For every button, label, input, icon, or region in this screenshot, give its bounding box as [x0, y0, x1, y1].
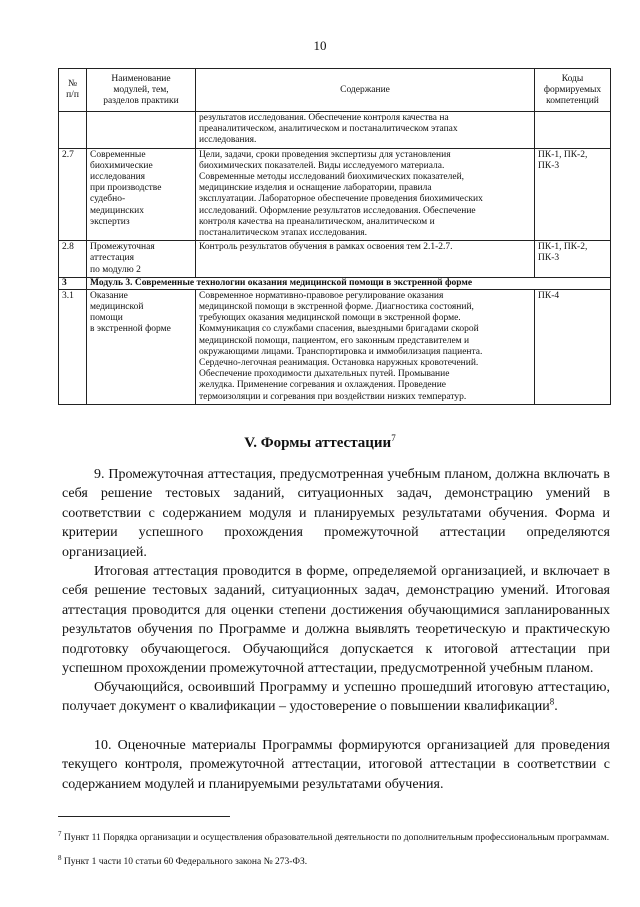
text-line: термоизоляции и согревания при воздействии низких температур.: [199, 391, 467, 402]
page-number: 10: [313, 38, 327, 53]
paragraph: 9. Промежуточная аттестация, предусмотренная учебным планом, должна включать в себя решение тестовых заданий, ситуационных задач, демонстрацию умений в соответствии с содержанием модуля и планируемых результатами обучения. Форма и критерии успешного прохождения промежуточной аттестации определяются организацией.: [62, 467, 610, 560]
text-line: желудка. Применение согревания и охлаждения. Проведение: [199, 380, 447, 391]
text-line: Современное нормативно-правовое регулирование оказания: [199, 290, 444, 301]
row-content: [196, 148, 535, 241]
text-line: аттестация: [90, 253, 134, 264]
footnote-ref: 8: [549, 696, 555, 707]
header-codes: [535, 69, 611, 112]
text-line: по модулю 2: [90, 264, 141, 275]
text-line: исследований. Оформление результатов исследования. Обеспечение: [199, 205, 476, 216]
row-content: [196, 289, 535, 404]
table-row: [59, 289, 611, 404]
text-line: окружающими лицами. Транспортировка и иммобилизация пациента.: [199, 346, 483, 357]
table-row: [59, 112, 611, 149]
text-line: медицинской помощи, пациентом, его законным представителем и: [199, 335, 470, 346]
text-line: Сердечно-легочная реанимация. Остановка наружных кровотечений.: [199, 358, 479, 369]
text-line: экспертиз: [90, 216, 130, 227]
text-line: контроля качества на преаналитическом, аналитическом и: [199, 216, 435, 227]
text-line: биохимических показателей. Виды исследуемого материала.: [199, 160, 445, 171]
row-num: 2.7: [59, 148, 87, 241]
text-line: Современные методы исследований биохимических показателей,: [199, 172, 465, 183]
row-content: [196, 112, 535, 149]
footnote: $^8$ Пункт 1 части 10 статьи 60 Федерального закона № 273-ФЗ.: [58, 854, 308, 868]
section-heading: V. Формы аттестации$^7$: [244, 433, 396, 451]
text-line: в экстренной форме: [90, 324, 171, 335]
text-line: постаналитическом этапах исследования.: [199, 228, 368, 239]
paragraph: Обучающийся, освоивший Программу и успешно прошедший итоговую аттестацию, получает документ о квалификации – удостоверение о повышении квалификации$^8$.: [62, 680, 610, 715]
text-line: формируемых: [543, 84, 602, 95]
text-line: исследования.: [199, 135, 257, 146]
text-line: Коммуникация со службами спасения, выездными бригадами скорой: [199, 324, 479, 335]
text-line: Оказание: [90, 290, 128, 301]
paragraph: Итоговая аттестация проводится в форме, определяемой организацией, и включает в себя решение тестовых заданий, ситуационных задач, демонстрацию умений. Итоговая аттестация проводится для оценки степени достижения обучающимися запланированных результатов обучения по Программе и должна выявлять теоретическую и практическую подготовку обучающегося. Обучающийся допускается к итоговой аттестации при успешном прохождении промежуточной аттестации, предусмотренной учебным планом.: [62, 564, 610, 677]
text-line: биохимические: [90, 160, 153, 171]
text-line: эксплуатации. Лабораторное обеспечение проведения биохимических: [199, 194, 483, 205]
text-line: ПК-1, ПК-2,: [538, 149, 588, 160]
text-line: Коды: [561, 73, 584, 84]
row-num: 2.8: [59, 241, 87, 278]
text-line: судебно-: [90, 194, 126, 205]
module-row: [59, 277, 611, 289]
text-line: Современные: [90, 149, 146, 160]
text-line: исследования: [90, 172, 146, 183]
text-line: разделов практики: [103, 95, 179, 106]
text-line: компетенций: [546, 95, 599, 106]
header-content: Содержание: [196, 69, 535, 112]
text-line: Обеспечение проходимости дыхательных путей. Промывание: [199, 369, 450, 380]
footnote-ref: 7: [391, 433, 396, 443]
row-name: [87, 241, 196, 278]
table-row: [59, 241, 611, 278]
text-line: ПК-3: [538, 253, 560, 264]
table-header-row: [59, 69, 611, 112]
text-line: ПК-3: [538, 160, 560, 171]
curriculum-table: [58, 68, 611, 405]
text-line: при производстве: [90, 183, 162, 194]
text-line: Контроль результатов обучения в рамках освоения тем 2.1-2.7.: [199, 242, 453, 253]
text-line: ПК-4: [538, 290, 560, 301]
footnote: $^7$ Пункт 11 Порядка организации и осуществления образовательной деятельности по дополнительным профессиональным программам.: [58, 830, 610, 844]
text-line: медицинские изделия и оснащение лаборатории, правила: [199, 183, 432, 194]
row-content: [196, 241, 535, 278]
row-codes: [535, 241, 611, 278]
header-num: [59, 69, 87, 112]
header-name: [87, 69, 196, 112]
text-line: Промежуточная: [90, 242, 155, 253]
row-name: [87, 148, 196, 241]
row-codes: [535, 289, 611, 404]
text-line: результатов исследования. Обеспечение контроля качества на: [199, 113, 449, 123]
text-line: Наименование: [111, 73, 171, 84]
row-codes: [535, 148, 611, 241]
module-num: 3: [59, 277, 87, 289]
text-line: Цели, задачи, сроки проведения экспертизы для установления: [199, 149, 451, 160]
text-line: помощи: [90, 313, 123, 324]
text-line: медицинских: [90, 205, 144, 216]
footnote-divider: [58, 816, 230, 817]
text-line: модулей, тем,: [113, 84, 169, 95]
text-line: №: [67, 79, 78, 89]
text-line: требующих оказания медицинской помощи в экстренной форме.: [199, 313, 461, 324]
row-num: 3.1: [59, 289, 87, 404]
text-line: медицинской помощи в экстренной форме. Диагностика состояний,: [199, 302, 474, 313]
text-line: п/п: [66, 90, 79, 100]
table-row: [59, 148, 611, 241]
paragraph: 10. Оценочные материалы Программы формируются организацией для проведения текущего контроля, промежуточной аттестации, итоговой аттестации в соответствии с содержанием модулей и планируемыми результатами обучения.: [62, 738, 610, 792]
text-line: медицинской: [90, 302, 144, 313]
text-line: ПК-1, ПК-2,: [538, 242, 588, 253]
row-name: [87, 289, 196, 404]
module-title: Модуль 3. Современные технологии оказания медицинской помощи в экстренной форме: [87, 277, 611, 289]
text-line: преаналитическом, аналитическом и постаналитическом этапах: [199, 124, 458, 135]
